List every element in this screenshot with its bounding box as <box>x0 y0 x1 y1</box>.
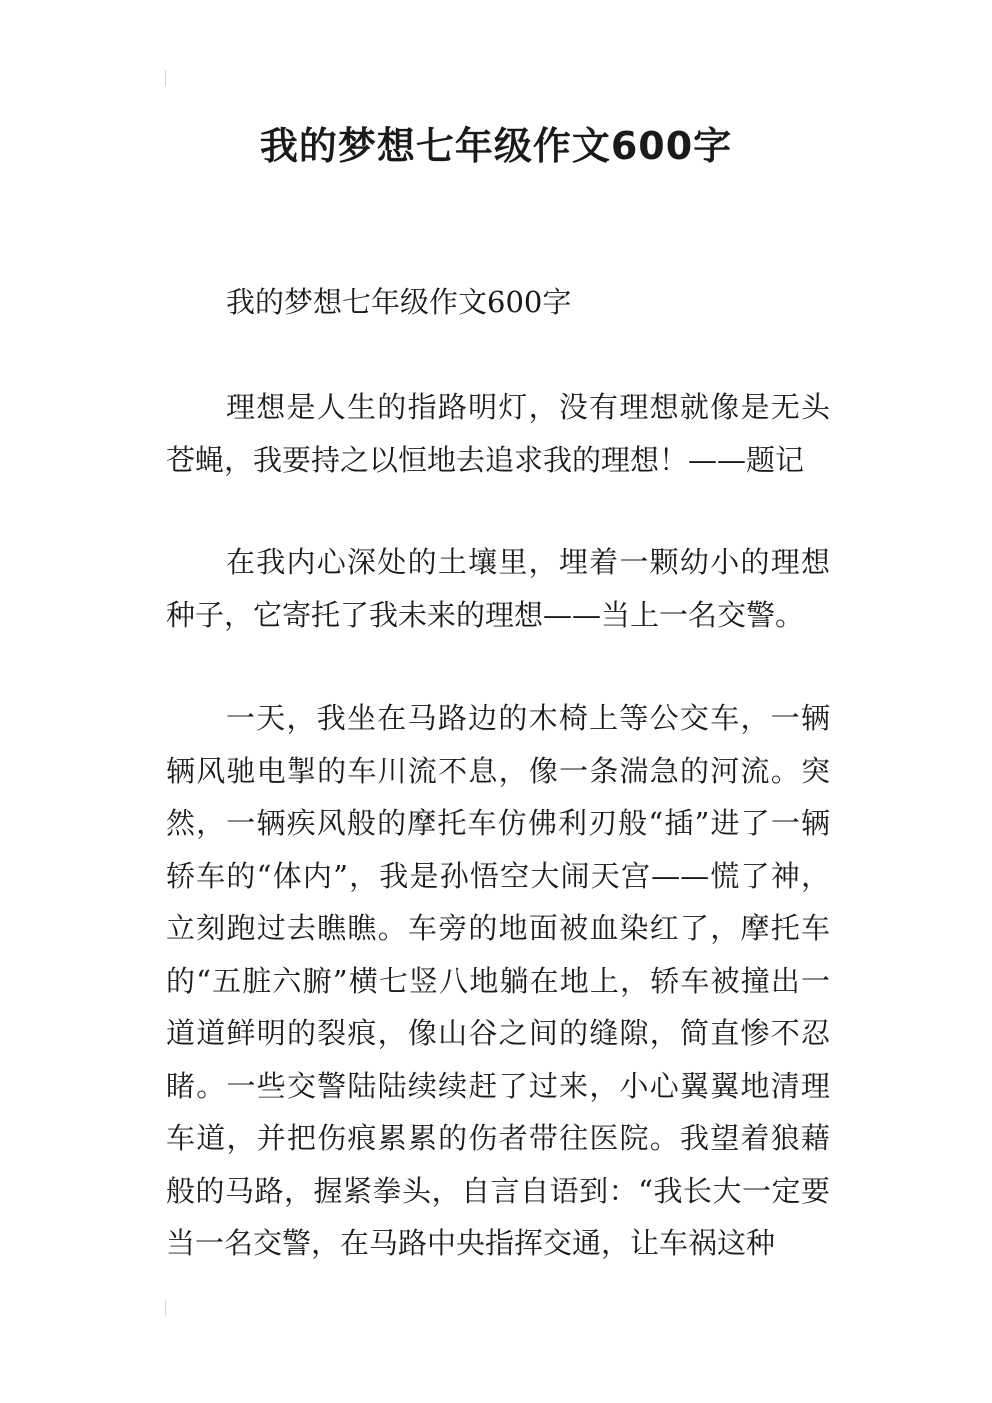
paragraph-accident-story: 一天，我坐在马路边的木椅上等公交车，一辆辆风驰电掣的车川流不息，像一条湍急的河流。突然，一辆疾风般的摩托车仿佛利刃般“插”进了一辆轿车的“体内”，我是孙悟空大闹天宫——慌了神，立刻跑过去瞧瞧。车旁的地面被血染红了，摩托车的“五脏六腑”横七竖八地躺在地上，轿车被撞出一道道鲜明的裂痕，像山谷之间的缝隙，简直惨不忍睹。一些交警陆陆续续赶了过来，小心翼翼地清理车道，并把伤痕累累的伤者带往医院。我望着狼藉般的马路，握紧拳头，自言自语到：“我长大一定要当一名交警，在马路中央指挥交通，让车祸这种 <box>166 701 830 1260</box>
paragraph-dream-seed: 在我内心深处的土壤里，埋着一颗幼小的理想种子，它寄托了我未来的理想——当上一名交警。 <box>166 545 830 632</box>
page-corner-mark-top <box>165 70 166 86</box>
subtitle-line: 我的梦想七年级作文600字 <box>226 285 572 319</box>
paragraph-epigraph: 理想是人生的指路明灯，没有理想就像是无头苍蝇，我要持之以恒地去追求我的理想！——题记 <box>166 390 830 477</box>
page-corner-mark-bottom <box>165 1300 166 1316</box>
page-title: 我的梦想七年级作文600字 <box>259 124 733 168</box>
